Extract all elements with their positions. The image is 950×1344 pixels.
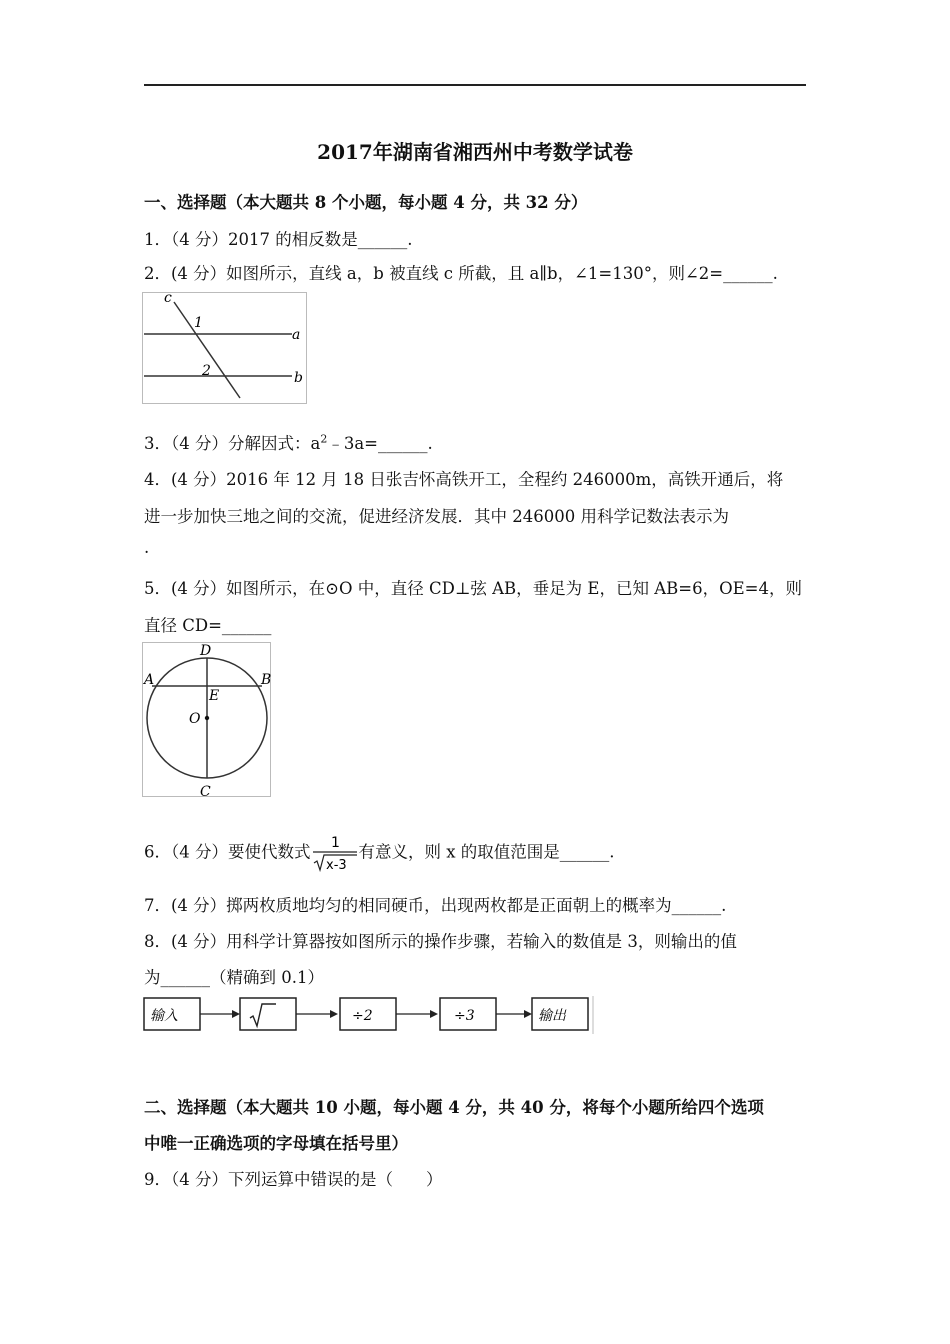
- section2-heading-line2: 中唯一正确选项的字母填在括号里）: [144, 1134, 408, 1153]
- section2-heading-line1: 二、选择题（本大题共 10 小题，每小题 4 分，共 40 分，将每个小题所给四个选项: [144, 1098, 764, 1117]
- label-C: C: [200, 784, 211, 800]
- section1-heading: 一、选择题（本大题共 8 个小题，每小题 4 分，共 32 分）: [144, 193, 588, 212]
- flow-input-label: 输入: [150, 1008, 178, 1024]
- fraction-expression: [311, 833, 359, 873]
- fraction-numerator: 1: [330, 835, 340, 851]
- flow-output-label: 输出: [538, 1008, 566, 1024]
- question-9: 9．（4 分）下列运算中错误的是（ ）: [144, 1170, 443, 1189]
- radicand: x-3: [325, 858, 347, 873]
- calculator-flow-diagram: [142, 996, 598, 1034]
- label-D: D: [200, 643, 212, 659]
- question-3-prefix: 3．（4 分）分解因式：a: [144, 434, 321, 453]
- question-6-prefix: 6．（4 分）要使代数式: [144, 842, 311, 862]
- question-3-suffix: ﹣3a=______.: [327, 434, 433, 453]
- label-b: b: [294, 370, 303, 386]
- question-4-line2: 进一步加快三地之间的交流，促进经济发展．其中 246000 用科学记数法表示为: [144, 507, 729, 526]
- question-6: [144, 833, 615, 873]
- label-c: c: [164, 292, 172, 306]
- page-title: 2017年湖南省湘西州中考数学试卷: [317, 140, 633, 164]
- question-1: 1．（4 分）2017 的相反数是______.: [144, 230, 413, 249]
- figure-parallel-lines: [142, 292, 310, 406]
- label-a: a: [292, 327, 301, 343]
- question-4-line1: 4．(4 分）2016 年 12 月 18 日张吉怀高铁开工，全程约 246000m，高铁开通后，将: [144, 470, 784, 489]
- label-O: O: [189, 711, 201, 727]
- label-E: E: [209, 688, 220, 704]
- question-6-suffix: 有意义，则 x 的取值范围是______.: [358, 842, 615, 862]
- question-2: 2．(4 分）如图所示，直线 a，b 被直线 c 所截，且 a∥b，∠1=130°，则∠2=______.: [144, 264, 778, 283]
- question-4-line3: .: [144, 538, 150, 557]
- question-5-line2: 直径 CD=______: [144, 616, 272, 635]
- question-3: [144, 430, 433, 454]
- question-5-line1: 5．(4 分）如图所示，在⊙O 中，直径 CD⊥弦 AB，垂足为 E，已知 AB=6，OE=4，则: [144, 579, 802, 598]
- question-8-line1: 8．(4 分）用科学计算器按如图所示的操作步骤，若输入的数值是 3，则输出的值: [144, 932, 737, 951]
- sqrt-icon: [250, 1004, 276, 1026]
- question-7: 7．(4 分）掷两枚质地均匀的相同硬币，出现两枚都是正面朝上的概率为______.: [144, 896, 727, 915]
- label-A: A: [144, 672, 155, 688]
- flow-divide-3: ÷3: [454, 1008, 475, 1024]
- label-B: B: [261, 672, 272, 688]
- figure-circle: [142, 642, 274, 800]
- label-1: 1: [194, 315, 203, 331]
- question-3-exponent: 2: [320, 432, 328, 446]
- label-2: 2: [202, 363, 211, 379]
- top-rule: [144, 84, 806, 86]
- flow-divide-2: ÷2: [352, 1008, 373, 1024]
- question-8-line2: 为______（精确到 0.1）: [144, 968, 324, 987]
